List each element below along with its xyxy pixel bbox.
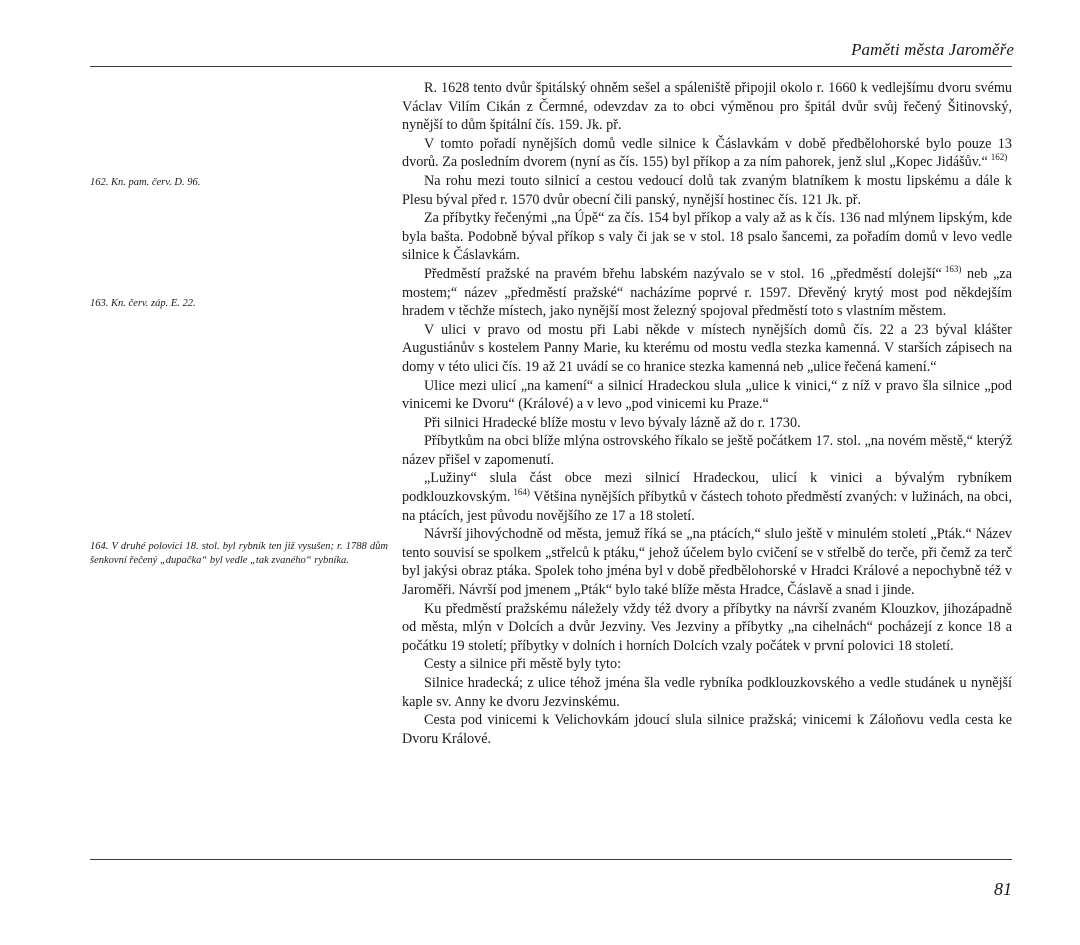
paragraph: Za příbytky řečenými „na Úpě“ za čís. 154 byl příkop a valy až as k čís. 136 nad mlýnem lipským, kde byla bašta. Podobně býval příkop s valy či jak se v stol. 18 psalo šancemi, za pořadím domů v levo vedle silnice k Čáslavkám.	[402, 210, 1012, 264]
paragraph: „Lužiny“ slula část obce mezi silnicí Hradeckou, ulicí k vinici a bývalým rybníkem podklouzkovským. $^{164)}$ Většina nynějších příbytků v částech tohoto předměstí zvaných: v lužinách, na obci, na ptácích, jest původu novějšího ze 17 a 18 století.	[402, 470, 1012, 524]
paragraph: V tomto pořadí nynějších domů vedle silnice k Čáslavkám v době předbělohorské bylo pouze 13 dvorů. Za posledním dvorem (nyní as čís. 155) byl příkop a za ním pahorek, jenž slul „Kopec Jidášův.“ $^{162)}$	[402, 135, 1012, 171]
footnote-ref-162: 162)	[990, 152, 1008, 163]
running-header-title: Paměti města Jaroměře	[851, 40, 1014, 59]
paragraph: Předměstí pražské na pravém břehu labském nazývalo se v stol. 16 „předměstí dolejší“ $^{163)}$ neb „za mostem;“ název „předměstí pražské“ nacházíme poprvé r. 1597. Dřevěný krytý most pod někdejším hradem v těchže místech, jako nynější most železný spojoval předměstí toto s vlastním městem.	[402, 263, 1012, 320]
paragraph: Při silnici Hradecké blíže mostu v levo bývaly lázně až do r. 1730.	[424, 414, 801, 431]
paragraph: R. 1628 tento dvůr špitálský ohněm sešel a spáleniště připojil okolo r. 1660 k vedlejšímu dvoru svému Václav Vilím Cikán z Čermné, odevzdav za to obci výměnou pro špitál dvůr svůj řečený Šitinovský, nynější to dům špitální čís. 159. Jk. př.	[402, 80, 1012, 134]
footer-rule	[90, 859, 1012, 860]
marginal-notes	[90, 0, 388, 860]
paragraph: Příbytkům na obci blíže mlýna ostrovského říkalo se ještě počátkem 17. stol. „na novém městě,“ kterýž název přišel v zapomenutí.	[402, 433, 1012, 468]
paragraph: Ku předměstí pražskému náležely vždy též dvory a příbytky na návrší zvaném Klouzkov, jihozápadně od města, mlýn v Dolcích a dvůr Jezviny. Ves Jezviny a příbytky „na cihelnách“ pocházejí z konce 18 a počátku 19 století; příbytky v dolních i horních Dolcích vzaly počátek v první polovici 18 století.	[402, 600, 1012, 654]
paragraph: Cesty a silnice při městě byly tyto:	[424, 656, 622, 673]
footnote-ref-163: 163)	[944, 263, 962, 274]
paragraph: Cesta pod vinicemi k Velichovkám jdoucí slula silnice pražská; vinicemi k Záloňovu vedla cesta ke Dvoru Králové.	[402, 712, 1012, 747]
paragraph: V ulici v pravo od mostu při Labi někde v místech nynějších domů čís. 22 a 23 býval klášter Augustiánův s kostelem Panny Marie, ku kterému od mostu vedla stezka kamenná. V starších zápisech na domy v této ulici čís. 19 až 21 uvádí se co hranice stezka kamenná neb „ulice řečená kamení.“	[402, 321, 1012, 375]
paragraph: Silnice hradecká; z ulice téhož jména šla vedle rybníka podklouzkovského a vedle studánek u nynější kaple sv. Anny ke dvoru Jezvinskému.	[402, 675, 1012, 710]
footnote-163: 163. Kn. červ. záp. E. 22.	[90, 298, 196, 309]
paragraph: Návrší jihovýchodně od města, jemuž říká se „na ptácích,“ slulo ještě v minulém století „Pták.“ Název tento souvisí se spolkem „střelců k ptáku,“ jehož účelem bylo cvičení se v střelbě do terče, při čemž za terč byl jakýsi obraz ptáka. Spolek toho jména byl v době předbělohorské v Hradci Králové a nepochybně též v Jaroměři. Návrší pod jmenem „Pták“ bylo také blíže města Hradce, Čáslavě a snad i jinde.	[402, 526, 1012, 599]
footnote-162: 162. Kn. pam. červ. D. 96.	[90, 177, 201, 188]
paragraph: Ulice mezi ulicí „na kamení“ a silnicí Hradeckou slula „ulice k vinici,“ z níž v pravo šla silnice „pod vinicemi ke Dvoru“ (Králové) a v levo „pod vinicemi ku Praze.“	[402, 377, 1012, 413]
footnote-164: 164. V druhé polovici 18. stol. byl rybník ten již vysušen; r. 1788 dům šenkovní řečený „dupačka“ byl vedle „tak zvaného“ rybníka.	[90, 541, 388, 566]
main-text	[402, 79, 1012, 748]
page-number: 81	[994, 879, 1012, 899]
footnote-ref-164: 164)	[513, 487, 530, 498]
paragraph: Na rohu mezi touto silnicí a cestou vedoucí dolů tak zvaným blatníkem k mostu lipskému a dále k Plesu býval před r. 1570 dvůr obecní čili panský, nynější hostinec čís. 121 Jk. př.	[402, 172, 1012, 208]
